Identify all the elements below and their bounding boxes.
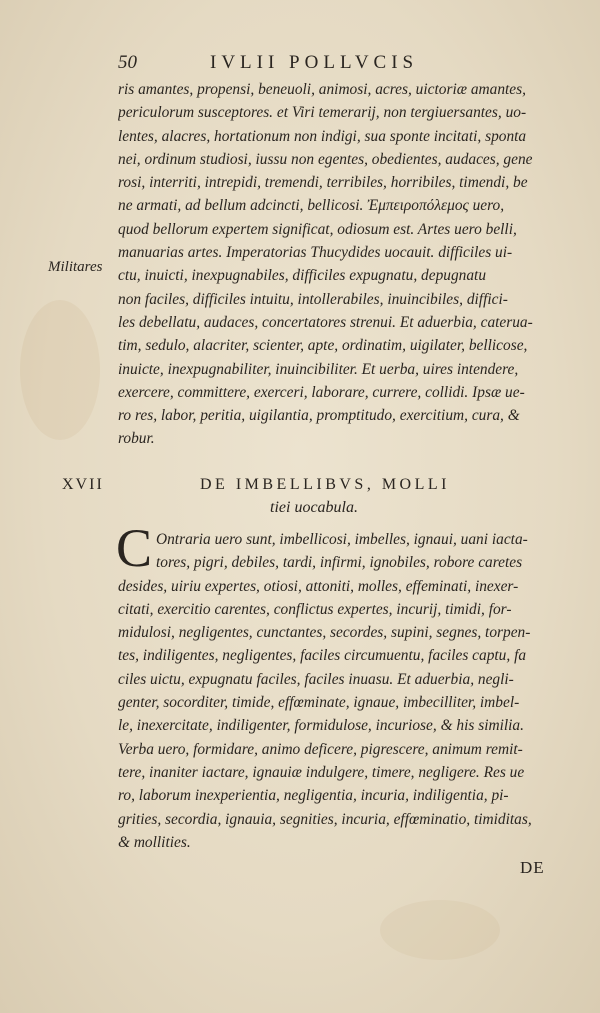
- text-line: le, inexercitate, indiligenter, formidulose, incuriose, & his similia.: [118, 717, 524, 735]
- text-line: ciles uictu, expugnatu faciles, faciles inuasu. Et aduerbia, negli-: [118, 670, 514, 688]
- text-line: robur.: [118, 430, 155, 448]
- text-line: ro res, labor, peritia, uigilantia, promptitudo, exercitium, cura, &: [118, 407, 520, 425]
- chapter-number: XVII: [62, 476, 104, 493]
- running-head: [118, 52, 568, 78]
- text-line: Verba uero, formidare, animo deficere, pigrescere, animum remit-: [118, 740, 523, 758]
- text-line: lentes, alacres, hortationum non indigi, sua sponte incitati, sponta: [118, 127, 527, 145]
- text-line: grities, secordia, ignauia, segnities, incuria, effœminatio, timiditas,: [118, 810, 532, 828]
- text-line: rosi, interriti, intrepidi, tremendi, terribiles, horribiles, timendi, be: [118, 174, 528, 192]
- margin-note-militares: Militares: [48, 259, 103, 275]
- catchword: DE: [520, 858, 545, 877]
- text-line: desides, uiriu expertes, otiosi, attoniti, molles, effeminati, inexer-: [118, 577, 519, 595]
- text-line: midulosi, negligentes, cunctantes, secordes, supini, segnes, torpen-: [118, 624, 531, 642]
- paper-stain: [380, 900, 500, 960]
- text-line: ne armati, ad bellum adcincti, bellicosi. Ἐμπειροπόλεμος uero,: [118, 197, 505, 215]
- text-line: non faciles, difficiles intuitu, intollerabiles, inuincibiles, diffici-: [118, 290, 508, 308]
- text-block-militares: [118, 78, 562, 451]
- text-line: quod bellorum expertem significat, odiosum est. Artes uero belli,: [118, 220, 517, 238]
- text-line: tere, inaniter iactare, ignauiæ indulgere, timere, negligere. Res ue: [118, 763, 525, 781]
- text-line: genter, socorditer, timide, effœminate, ignaue, imbecilliter, imbel-: [118, 694, 520, 712]
- text-line: ro, laborum inexperientia, negligentia, incuria, indiligentia, pi-: [118, 787, 509, 805]
- text-line: tes, indiligentes, negligentes, faciles circumuentu, faciles captu, fa: [118, 647, 527, 665]
- text-line: Ontraria uero sunt, imbellicosi, imbelles, ignaui, uani iacta-: [156, 531, 528, 548]
- text-line: tim, sedulo, alacriter, scienter, apte, ordinatim, uigilater, bellicose,: [118, 337, 528, 355]
- text-block-imbelles: [118, 528, 562, 854]
- text-line: inuicte, inexpugnabiliter, inuincibiliter. Et uerba, uires intendere,: [118, 360, 519, 378]
- chapter-heading: DE IMBELLIBVS, MOLLI: [200, 476, 450, 493]
- text-line: nei, ordinum studiosi, iussu non egentes, obedientes, audaces, gene: [118, 150, 533, 168]
- text-line: ctu, inuicti, inexpugnabiles, difficiles expugnatu, depugnatu: [118, 267, 487, 285]
- text-line: tores, pigri, debiles, tardi, infirmi, ignobiles, robore caretes: [156, 554, 523, 572]
- chapter-heading-continuation: tiei uocabula.: [270, 499, 358, 516]
- text-line: periculorum susceptores. et Viri temerarij, non tergiuersantes, uo-: [118, 104, 527, 122]
- paper-stain: [20, 300, 100, 440]
- text-line: ris amantes, propensi, beneuoli, animosi, acres, uictoriæ amantes,: [118, 81, 526, 98]
- text-line: les debellatu, audaces, concertatores strenui. Et aduerbia, caterua-: [118, 313, 533, 331]
- page-number: 50: [118, 52, 137, 73]
- text-line: citati, exercitio carentes, conflictus expertes, incurij, timidi, for-: [118, 600, 512, 618]
- running-title: IVLII POLLVCIS: [210, 52, 419, 73]
- text-line: manuarias artes. Imperatorias Thucydides uocauit. difficiles ui-: [118, 244, 513, 262]
- text-line: & mollities.: [118, 833, 191, 851]
- text-line: exercere, committere, exerceri, laborare, currere, collidi. Ipsæ ue-: [118, 383, 525, 401]
- drop-cap-initial: C: [116, 518, 153, 578]
